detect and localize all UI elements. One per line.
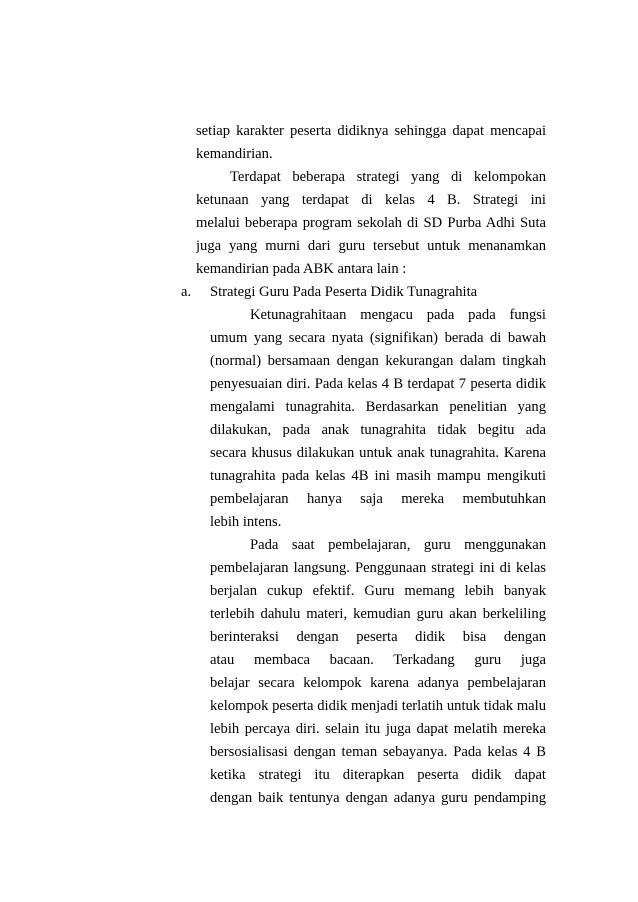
strategy-line-3: melalui beberapa program sekolah di SD Purba Adhi Suta bbox=[196, 215, 546, 231]
strategy-line-5: kemandirian pada ABK antara lain : bbox=[196, 261, 407, 277]
strategy-line-4: juga yang murni dari guru tersebut untuk menanamkan bbox=[196, 238, 546, 254]
tunagrahita-line-10: lebih intens. bbox=[210, 514, 282, 530]
pembelajaran-line-7: belajar secara kelompok karena adanya pembelajaran bbox=[210, 675, 546, 691]
tunagrahita-line-5: mengalami tunagrahita. Berdasarkan penelitian yang bbox=[210, 399, 546, 415]
tunagrahita-line-7: secara khusus dilakukan untuk anak tunagrahita. Karena bbox=[210, 445, 546, 461]
pembelajaran-line-11: ketika strategi itu diterapkan peserta didik dapat bbox=[210, 767, 546, 783]
pembelajaran-line-1: Pada saat pembelajaran, guru menggunakan bbox=[250, 537, 546, 553]
pembelajaran-line-2: pembelajaran langsung. Penggunaan strategi ini di kelas bbox=[210, 560, 546, 576]
pembelajaran-line-10: bersosialisasi dengan teman sebayanya. Pada kelas 4 B bbox=[210, 744, 546, 760]
tunagrahita-line-4: penyesuaian diri. Pada kelas 4 B terdapat 7 peserta didik bbox=[210, 376, 546, 392]
tunagrahita-line-1: Ketunagrahitaan mengacu pada pada fungsi bbox=[250, 307, 546, 323]
tunagrahita-line-8: tunagrahita pada kelas 4B ini masih mampu mengikuti bbox=[210, 468, 546, 484]
list-item-title: Strategi Guru Pada Peserta Didik Tunagrahita bbox=[210, 284, 478, 300]
list-marker-a: a. bbox=[181, 284, 192, 300]
pembelajaran-line-5: berinteraksi dengan peserta didik bisa dengan bbox=[210, 629, 546, 645]
pembelajaran-line-9: lebih percaya diri. selain itu juga dapat melatih mereka bbox=[210, 721, 546, 737]
pembelajaran-line-12: dengan baik tentunya dengan adanya guru pendamping bbox=[210, 790, 546, 806]
pembelajaran-line-6: atau membaca bacaan. Terkadang guru juga bbox=[210, 652, 546, 668]
intro-line-1: setiap karakter peserta didiknya sehingga dapat mencapai bbox=[196, 123, 546, 139]
pembelajaran-line-4: terlebih dahulu materi, kemudian guru akan berkeliling bbox=[210, 606, 546, 622]
tunagrahita-line-9: pembelajaran hanya saja mereka membutuhkan bbox=[210, 491, 546, 507]
strategy-line-1: Terdapat beberapa strategi yang di kelompokan bbox=[230, 169, 546, 185]
pembelajaran-line-3: berjalan cukup efektif. Guru memang lebih banyak bbox=[210, 583, 546, 599]
tunagrahita-line-6: dilakukan, pada anak tunagrahita tidak begitu ada bbox=[210, 422, 546, 438]
pembelajaran-line-8: kelompok peserta didik menjadi terlatih untuk tidak malu bbox=[210, 698, 546, 714]
tunagrahita-line-2: umum yang secara nyata (signifikan) berada di bawah bbox=[210, 330, 546, 346]
strategy-line-2: ketunaan yang terdapat di kelas 4 B. Strategi ini bbox=[196, 192, 546, 208]
intro-line-2: kemandirian. bbox=[196, 146, 273, 162]
tunagrahita-line-3: (normal) bersamaan dengan kekurangan dalam tingkah bbox=[210, 353, 546, 369]
